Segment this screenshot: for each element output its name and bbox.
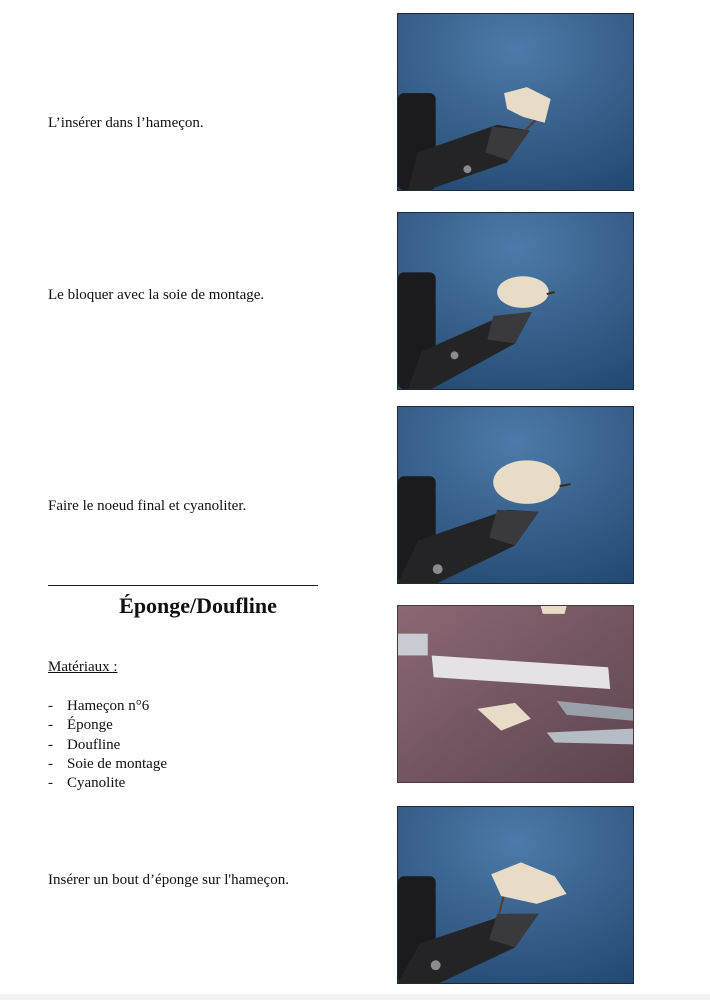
step-text-tie-thread: Le bloquer avec la soie de montage. [48, 287, 265, 303]
photo-foam-tied [397, 212, 634, 390]
list-item: - Éponge [48, 717, 113, 734]
list-item: - Hameçon n°6 [48, 698, 150, 714]
step-text-insert-hook: L’insérer dans l’hameçon. [48, 115, 204, 131]
section-divider [48, 585, 318, 586]
step-text-insert-foam: Insérer un bout d’éponge sur l'hameçon. [48, 872, 289, 888]
page-bottom-band [0, 994, 710, 1000]
materials-heading: Matériaux : [48, 659, 118, 675]
photo-materials [397, 605, 634, 783]
list-item: - Soie de montage [48, 755, 167, 772]
step-text-final-knot: Faire le noeud final et cyanoliter. [48, 498, 247, 514]
list-item: - Doufline [48, 736, 121, 753]
photo-foam-on-hook-2 [397, 806, 634, 984]
photo-final-knot [397, 406, 634, 584]
list-item: - Cyanolite [48, 775, 126, 792]
photo-foam-on-hook [397, 13, 634, 191]
section-title: Éponge/Doufline [119, 593, 277, 618]
materials-list [48, 697, 167, 793]
